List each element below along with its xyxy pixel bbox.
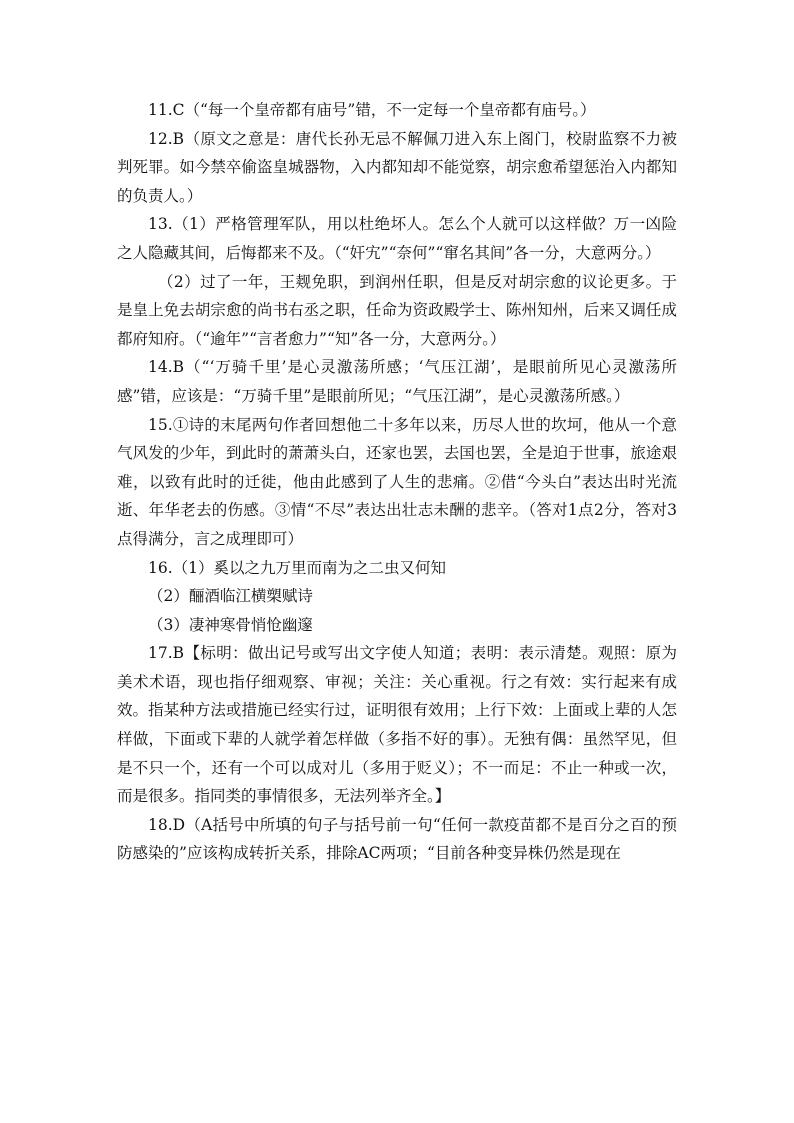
- answer-15: 15.①诗的末尾两句作者回想他二十多年以来，历尽人世的坎坷，他从一个意气风发的少年，到此时的萧萧头白，还家也罢，去国也罢，全是迫于世事，旅途艰难，以致有此时的迁徙，他由此感到了人生的悲痛。②借“今头白”表达出时光流逝、年华老去的伤感。③情“不尽”表达出壮志未酬的悲辛。（答对1点2分，答对3点得满分，言之成理即可）: [117, 415, 677, 548]
- answer-13-part-2: （2）过了一年，王觌免职，到润州任职，但是反对胡宗愈的议论更多。于是皇上免去胡宗愈的尚书右丞之职，任命为资政殿学士、陈州知州，后来又调任成都府知府。（“逾年”“言者愈力”“知”各一分，大意两分。）: [117, 272, 677, 348]
- answer-16-part-2: （2）酾酒临江横槊赋诗: [148, 587, 313, 606]
- answer-18: 18.D（A括号中所填的句子与括号前一句“任何一款疫苗都不是百分之百的预防感染的”应该构成转折关系，排除AC两项；“目前各种变异株仍然是现在: [117, 815, 677, 863]
- answer-17: 17.B【标明：做出记号或写出文字使人知道；表明：表示清楚。观照：原为美术术语，现也指仔细观察、审视；关注：关心重视。行之有效：实行起来有成效。指某种方法或措施已经实行过，证明很有效用；上行下效：上面或上辈的人怎样做，下面或下辈的人就学着怎样做（多指不好的事）。无独有偶：虽然罕见，但是不只一个，还有一个可以成对儿（多用于贬义）；不一而足：不止一种或一次，而是很多。指同类的事情很多，无法列举齐全。】: [117, 644, 677, 806]
- answer-12: 12.B（原文之意是：唐代长孙无忌不解佩刀进入东上阁门，校尉监察不力被判死罪。如今禁卒偷盗皇城器物，入内都知却不能觉察，胡宗愈希望惩治入内都知的负责人。）: [117, 129, 677, 205]
- answer-16-part-3: （3）凄神寒骨悄怆幽邃: [148, 615, 313, 634]
- answer-14: 14.B（“‘万骑千里’是心灵激荡所感；‘气压江湖’，是眼前所见心灵激荡所感”错，应该是：“万骑千里”是眼前所见；“气压江湖”，是心灵激荡所感。）: [117, 358, 677, 405]
- answer-key-content: [117, 96, 677, 868]
- answer-13-part-1: 13.（1）严格管理军队，用以杜绝坏人。怎么个人就可以这样做？万一凶险之人隐藏其间，后悔都来不及。（“奸宄”“奈何”“窜名其间”各一分，大意两分。）: [117, 215, 677, 262]
- answer-16-part-1: 16.（1）奚以之九万里而南为之二虫又何知: [148, 558, 447, 577]
- answer-11: 11.C（“每一个皇帝都有庙号”错，不一定每一个皇帝都有庙号。）: [148, 101, 596, 119]
